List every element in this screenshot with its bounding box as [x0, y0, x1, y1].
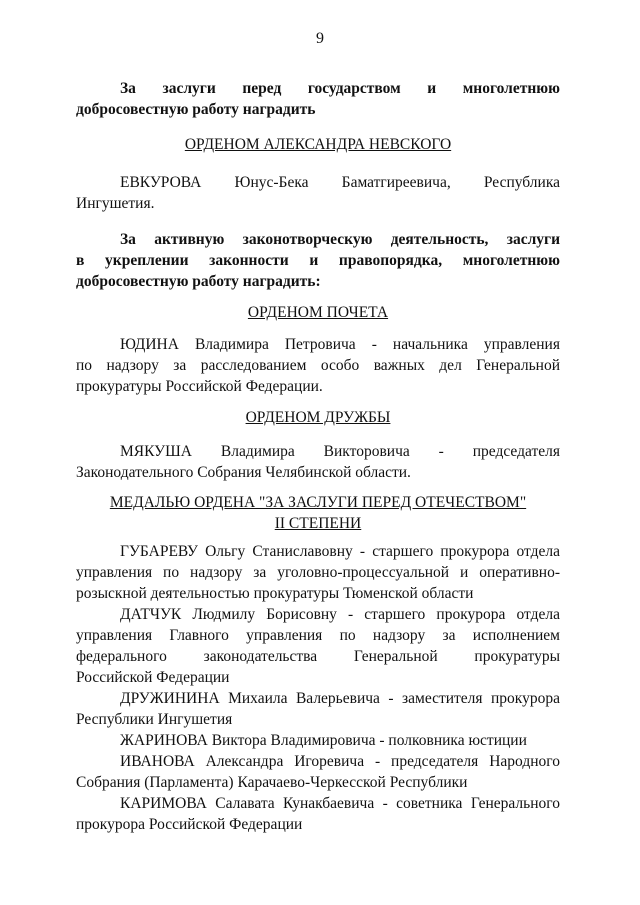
recipient-yudin-line-3: прокуратуры Российской Федерации. — [76, 378, 323, 395]
recipient-myakush — [76, 441, 560, 483]
recipient-line: Российской Федерации — [76, 669, 230, 686]
list-item — [76, 751, 560, 793]
award-heading-medal — [76, 492, 560, 534]
award-heading-medal-line-1: МЕДАЛЬЮ ОРДЕНА "ЗА ЗАСЛУГИ ПЕРЕД ОТЕЧЕСТВОМ" — [109, 494, 527, 511]
recipient-line: ЖАРИНОВА Виктора Владимировича - полковника юстиции — [120, 732, 527, 749]
recipient-line: Собрания (Парламента) Карачаево-Черкесской Республики — [76, 774, 468, 791]
recipient-line: Республики Ингушетия — [76, 711, 233, 728]
recipient-myakush-line-2: Законодательного Собрания Челябинской области. — [76, 464, 411, 481]
award-heading-nevsky: ОРДЕНОМ АЛЕКСАНДРА НЕВСКОГО — [184, 136, 452, 153]
recipient-line: розыскной деятельностью прокуратуры Тюменской области — [76, 585, 474, 602]
intro-paragraph-1 — [76, 78, 560, 120]
intro-2-line-2: в укреплении законности и правопорядка, многолетнюю — [76, 252, 560, 269]
recipient-line: ГУБАРЕВУ Ольгу Станиславовну - старшего прокурора отдела — [120, 543, 560, 560]
recipient-line: прокурора Российской Федерации — [76, 816, 303, 833]
recipient-line: ДАТЧУК Людмилу Борисовну - старшего прокурора отдела — [120, 606, 560, 623]
intro-paragraph-2 — [76, 229, 560, 292]
award-heading-honor: ОРДЕНОМ ПОЧЕТА — [247, 304, 389, 321]
recipient-yudin-line-2: по надзору за расследованием особо важных дел Генеральной — [76, 357, 560, 374]
recipient-line: КАРИМОВА Салавата Кунакбаевича - советника Генерального — [120, 795, 560, 812]
recipient-evkurov-line-1: ЕВКУРОВА Юнус-Бека Баматгиреевича, Республика — [120, 174, 560, 191]
recipient-evkurov — [76, 172, 560, 214]
intro-2-line-3: добросовестную работу наградить: — [76, 273, 321, 290]
recipient-myakush-line-1: МЯКУША Владимира Викторовича - председателя — [120, 443, 560, 460]
recipient-line: ДРУЖИНИНА Михаила Валерьевича - заместителя прокурора — [120, 690, 560, 707]
medal-recipients-list — [76, 541, 560, 835]
recipient-yudin — [76, 334, 560, 397]
intro-1-line-1: За заслуги перед государством и многолетнюю — [120, 80, 560, 97]
page-number: 9 — [316, 30, 324, 47]
list-item — [76, 793, 560, 835]
intro-1-line-2: добросовестную работу наградить — [76, 101, 316, 118]
recipient-line: ИВАНОВА Александра Игоревича - председателя Народного — [120, 753, 560, 770]
award-heading-friendship: ОРДЕНОМ ДРУЖБЫ — [245, 409, 391, 426]
recipient-evkurov-line-2: Ингушетия. — [76, 195, 155, 212]
recipient-line: федерального законодательства Генеральной прокуратуры — [76, 648, 560, 665]
recipient-line: управления Главного управления по надзору за исполнением — [76, 627, 560, 644]
list-item — [76, 730, 560, 751]
award-heading-medal-line-2: II СТЕПЕНИ — [274, 515, 362, 532]
recipient-yudin-line-1: ЮДИНА Владимира Петровича - начальника управления — [120, 336, 560, 353]
recipient-line: управления по надзору за уголовно-процессуальной и оперативно- — [76, 564, 560, 581]
list-item — [76, 604, 560, 688]
list-item — [76, 541, 560, 604]
intro-2-line-1: За активную законотворческую деятельность, заслуги — [120, 231, 560, 248]
list-item — [76, 688, 560, 730]
